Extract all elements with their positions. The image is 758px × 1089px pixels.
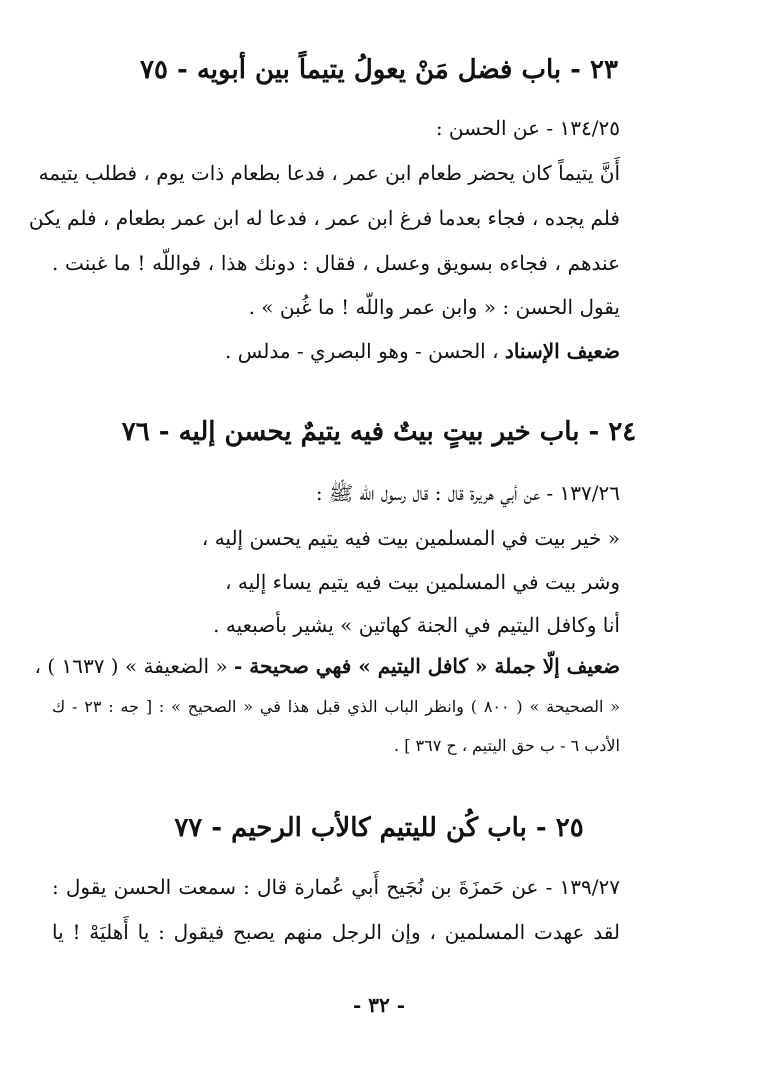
grading-detail: « الضعيفة » ( ١٦٣٧ ) ، xyxy=(34,654,228,678)
hadith-text-line: « خير بيت في المسلمين بيت فيه يتيم يحسن إليه ، xyxy=(201,526,620,550)
hadith-text-line: فلم يجده ، فجاء بعدما فرغ ابن عمر ، فدعا له ابن عمر بطعام ، فلم يكن xyxy=(28,206,620,230)
grading-label: ضعيف إلّا جملة « كافل اليتيم » فهي صحيحة - xyxy=(234,654,620,678)
chapter-heading-25: ٢٥ - باب كُن لليتيم كالأب الرحيم - ٧٧ xyxy=(174,813,584,843)
grading-detail: ، الحسن - وهو البصري - مدلس . xyxy=(225,339,499,363)
hadith-reference: ١٣٤/٢٥ - عن الحسن : xyxy=(435,116,620,140)
grading-label: ضعيف الإسناد xyxy=(504,339,620,363)
chapter-heading-24: ٢٤ - باب خير بيتٍ بيتٌ فيه يتيمٌ يحسن إليه - ٧٦ xyxy=(121,417,637,447)
hadith-text-line: عندهم ، فجاءه بسويق وعسل ، فقال : دونك هذا ، فواللّه ! ما غبنت . xyxy=(52,251,620,275)
hadith-text-line: لقد عهدت المسلمين ، وإن الرجل منهم يصبح فيقول : يا أَهليَهْ ! يا xyxy=(52,920,620,944)
quote-line: يقول الحسن : « وابن عمر واللّه ! ما غُبن » . xyxy=(248,295,620,319)
grading-line xyxy=(225,336,620,366)
grading-line xyxy=(34,651,620,681)
reference-note-line: « الصحيحة » ( ٨٠٠ ) وانظر الباب الذي قبل هذا في « الصحيح » : [ جه : ٢٣ - ك xyxy=(52,697,621,716)
hadith-text-line: أنا وكافل اليتيم في الجنة كهاتين » يشير بأصبعيه . xyxy=(213,613,620,637)
hadith-text-line: أَنَّ يتيماً كان يحضر طعام ابن عمر ، فدعا بطعام ذات يوم ، فطلب يتيمه xyxy=(38,161,620,185)
hadith-text-line: وشر بيت في المسلمين بيت فيه يتيم يساء إليه ، xyxy=(225,570,620,594)
hadith-reference: ١٣٩/٢٧ - عن حَمزَةَ بن نُجَيح أَبي عُمارة قال : سمعت الحسن يقول : xyxy=(52,875,620,899)
page-number: - ٣٢ - xyxy=(352,993,405,1017)
chapter-heading-23: ٢٣ - باب فضل مَنْ يعولُ يتيماً بين أبويه - ٧٥ xyxy=(140,55,618,85)
hadith-reference: ١٣٧/٢٦ - عن أبي هريرة قال : قال رسول اللّه ﷺ : xyxy=(315,481,620,505)
reference-note-line: الأدب ٦ - ب حق اليتيم ، ح ٣٦٧ ] . xyxy=(394,736,620,755)
